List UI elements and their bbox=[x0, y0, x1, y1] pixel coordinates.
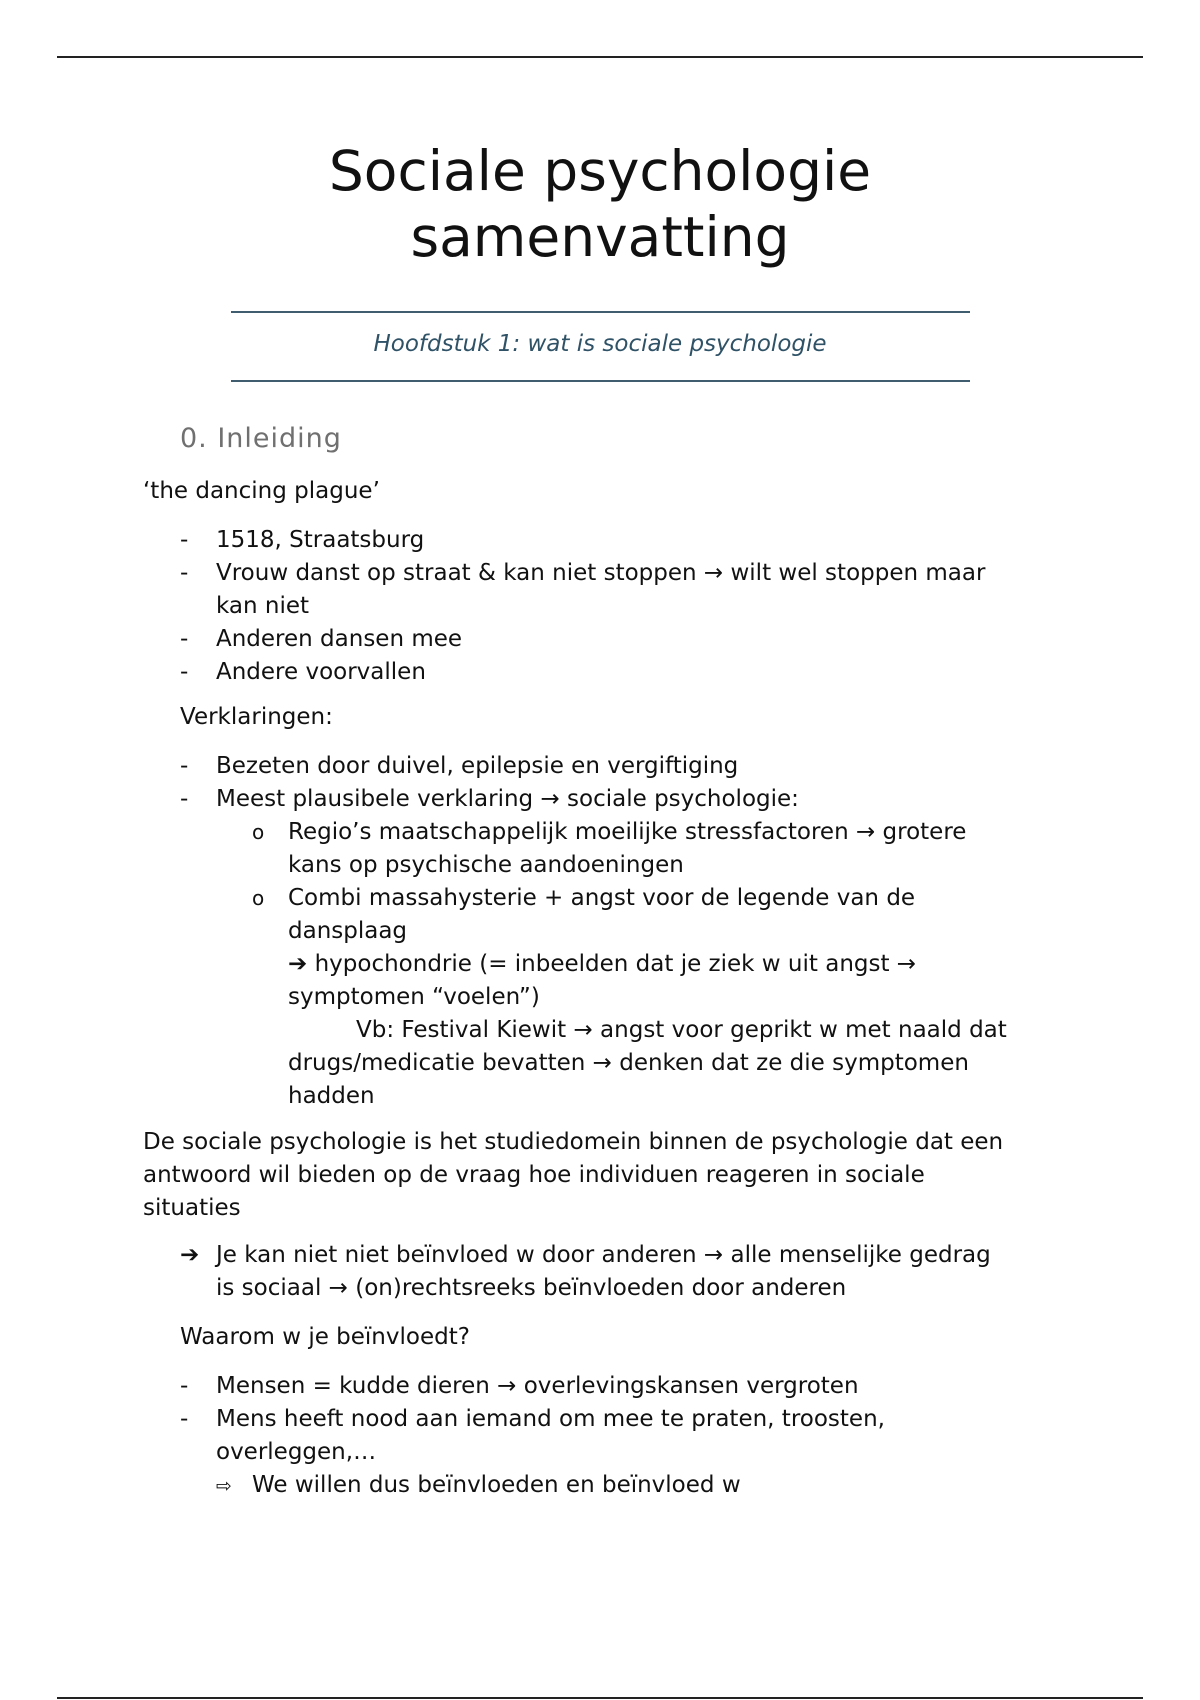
list-item bbox=[180, 656, 1080, 689]
sub-item-continuation: symptomen “voelen”) bbox=[288, 984, 540, 1010]
document-title bbox=[0, 138, 1200, 270]
dash-bullet: - bbox=[180, 527, 189, 553]
list-item-text: Mensen = kudde dieren → overlevingskansen vergroten bbox=[216, 1373, 859, 1399]
list-item-continuation: kan niet bbox=[216, 593, 310, 619]
circle-bullet: o bbox=[252, 886, 265, 910]
sub-item-continuation: hadden bbox=[288, 1083, 375, 1109]
paragraph-line: antwoord wil bieden op de vraag hoe individuen reageren in sociale bbox=[143, 1162, 925, 1188]
bold-arrow-icon: ➔ bbox=[288, 951, 308, 977]
list-item bbox=[180, 1239, 1080, 1272]
explanations-list bbox=[180, 750, 1080, 816]
list-item-text: 1518, Straatsburg bbox=[216, 527, 425, 553]
definition-paragraph bbox=[143, 1126, 1103, 1225]
list-item bbox=[180, 783, 1080, 816]
conclusion-line bbox=[180, 1469, 1080, 1503]
circle-bullet: o bbox=[252, 820, 265, 844]
paragraph-line: De sociale psychologie is het studiedomein binnen de psychologie dat een bbox=[143, 1129, 1004, 1155]
sub-item-text: Combi massahysterie + angst voor de legende van de bbox=[288, 885, 916, 911]
list-item bbox=[180, 524, 1080, 557]
section-heading: 0. Inleiding bbox=[180, 423, 342, 454]
sub-item-continuation: kans op psychische aandoeningen bbox=[288, 852, 684, 878]
dash-bullet: - bbox=[180, 1373, 189, 1399]
list-item-continuation: overleggen,… bbox=[216, 1439, 377, 1465]
why-label: Waarom w je beïnvloedt? bbox=[180, 1324, 470, 1350]
list-item-text: Meest plausibele verklaring → sociale psychologie: bbox=[216, 786, 799, 812]
list-item-continuation: is sociaal → (on)rechtsreeks beïnvloeden door anderen bbox=[216, 1275, 847, 1301]
list-item-text: Mens heeft nood aan iemand om mee te praten, troosten, bbox=[216, 1406, 885, 1432]
dash-bullet: - bbox=[180, 786, 189, 812]
title-line-1: Sociale psychologie bbox=[328, 139, 872, 203]
list-item-text: Je kan niet niet beïnvloed w door anderen → alle menselijke gedrag bbox=[216, 1242, 991, 1268]
chapter-subtitle: Hoofdstuk 1: wat is sociale psychologie bbox=[373, 331, 827, 357]
hollow-arrow-icon: ⇨ bbox=[216, 1475, 232, 1497]
sub-item-continuation: drugs/medicatie bevatten → denken dat ze die symptomen bbox=[288, 1050, 969, 1076]
list-item-text: Anderen dansen mee bbox=[216, 626, 463, 652]
plague-list bbox=[180, 524, 1080, 689]
conclusion-text: We willen dus beïnvloeden en beïnvloed w bbox=[252, 1472, 741, 1498]
list-item-text: Andere voorvallen bbox=[216, 659, 426, 685]
list-item bbox=[180, 557, 1080, 590]
sub-item-continuation bbox=[252, 948, 1082, 981]
list-item bbox=[180, 623, 1080, 656]
bold-arrow-icon: ➔ bbox=[180, 1242, 200, 1268]
list-item bbox=[180, 750, 1080, 783]
sub-list-item bbox=[252, 816, 1082, 849]
list-item bbox=[180, 1403, 1080, 1436]
list-item-text: Vrouw danst op straat & kan niet stoppen → wilt wel stoppen maar bbox=[216, 560, 986, 586]
explanations-label: Verklaringen: bbox=[180, 704, 333, 730]
subtitle-top-rule bbox=[231, 311, 970, 313]
sub-item-text: Regio’s maatschappelijk moeilijke stressfactoren → grotere bbox=[288, 819, 967, 845]
why-list bbox=[180, 1370, 1080, 1503]
sub-item-text: hypochondrie (= inbeelden dat je ziek w uit angst → bbox=[314, 951, 917, 977]
subtitle-bottom-rule bbox=[231, 380, 970, 382]
influence-arrow-item bbox=[180, 1239, 1080, 1305]
bottom-page-rule bbox=[57, 1697, 1143, 1699]
sub-item-continuation: dansplaag bbox=[288, 918, 408, 944]
top-page-rule bbox=[57, 56, 1143, 58]
dash-bullet: - bbox=[180, 1406, 189, 1432]
dash-bullet: - bbox=[180, 626, 189, 652]
example-line: Vb: Festival Kiewit → angst voor geprikt w met naald dat bbox=[356, 1017, 1007, 1043]
sub-list-item bbox=[252, 882, 1082, 915]
list-item-text: Bezeten door duivel, epilepsie en vergiftiging bbox=[216, 753, 739, 779]
title-line-2: samenvatting bbox=[410, 205, 790, 269]
intro-label: ‘the dancing plague’ bbox=[143, 478, 380, 504]
sub-list bbox=[252, 816, 1082, 1113]
paragraph-line: situaties bbox=[143, 1195, 241, 1221]
dash-bullet: - bbox=[180, 560, 189, 586]
dash-bullet: - bbox=[180, 753, 189, 779]
list-item bbox=[180, 1370, 1080, 1403]
dash-bullet: - bbox=[180, 659, 189, 685]
